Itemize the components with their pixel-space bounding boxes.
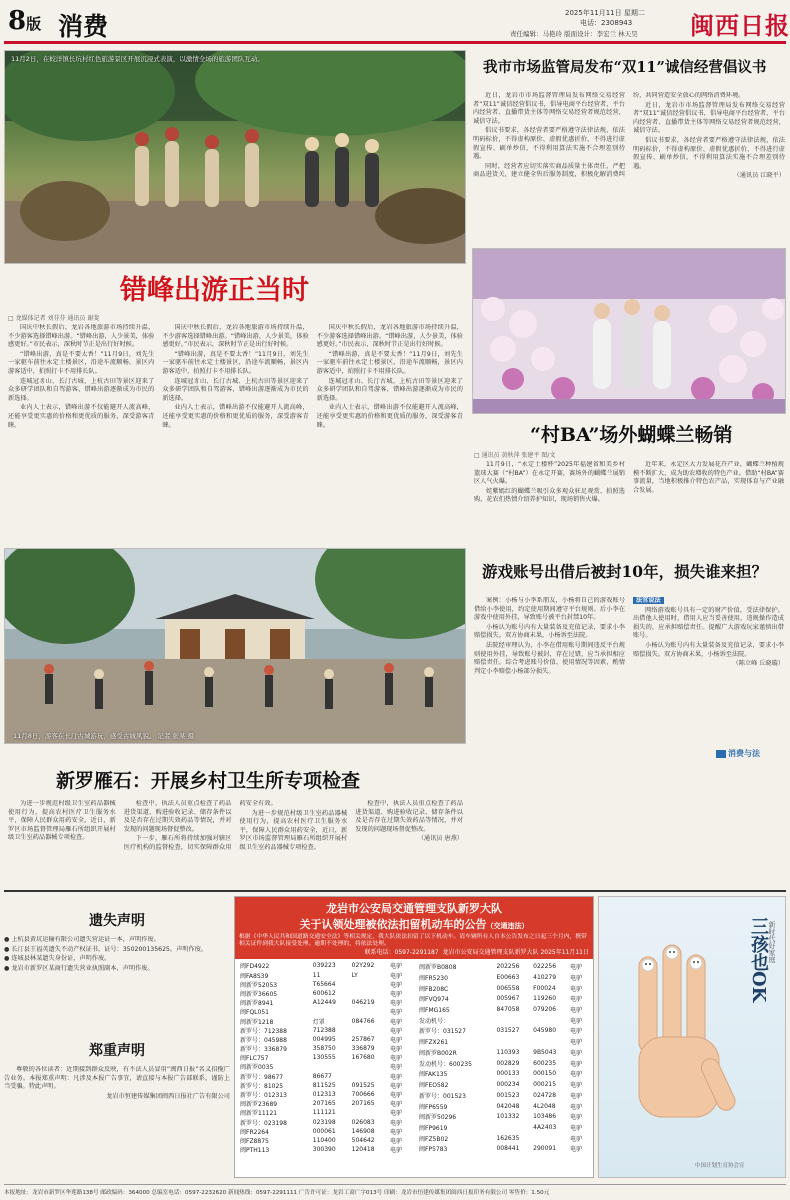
vehicle-cell: 电驴 (390, 1036, 403, 1044)
vehicle-cell: F00024 (533, 984, 556, 992)
inspection-article-title: 新罗雁石：开展乡村卫生所专项检查 (56, 770, 361, 792)
vehicle-cell: 电驴 (390, 1064, 403, 1072)
vehicle-cell (531, 1133, 568, 1144)
vehicle-cell: 130555 (312, 1054, 336, 1062)
vehicle-row (238, 1026, 411, 1035)
ad-caption: 中国计划生育协会宣 (695, 1163, 745, 1169)
vehicle-row (238, 1072, 411, 1081)
vehicle-cell: 电驴 (570, 1039, 583, 1047)
tour-photo-caption: 11月2日，在蛟洋镇长坑村红色旅游景区开展沉浸式表演，以激情全场的旅游团队互动。 (11, 55, 264, 63)
vehicle-cell: 电驴 (390, 1000, 403, 1008)
game-article-body (474, 597, 784, 749)
header-rule (4, 41, 786, 44)
vehicle-cell: 新罗号：045988 (240, 1036, 287, 1044)
vehicle-cell (350, 1026, 388, 1035)
vehicle-tables (235, 959, 593, 1156)
solemn-notice-title: 郑重声明 (89, 1043, 145, 1059)
vehicle-cell: 闽FP9619 (419, 1124, 448, 1132)
vehicle-cell: 电驴 (390, 1110, 403, 1118)
vehicle-cell: 新罗号：031527 (419, 1028, 466, 1036)
vehicle-cell: 电驴 (390, 1018, 403, 1026)
vehicle-row (238, 1007, 411, 1016)
vehicle-cell: 闽FVQ974 (419, 996, 449, 1004)
lost-notice-item: ● 上杭县黄坑运输有限公司遗失营运证一本，声明作废。 (4, 936, 160, 943)
vehicle-cell: 闽FAK135 (419, 1071, 448, 1079)
public-service-ad (598, 896, 786, 1178)
ancient-town-illustration (5, 549, 466, 744)
tour-article-title: 错峰出游正当时 (120, 275, 309, 306)
vehicle-cell: 电驴 (570, 1071, 583, 1079)
tour-paragraph: “错峰出游，真是不要太香！”11月9日，刘先生一家驱车前往永定土楼景区，沿途车流顺畅，景区内游客适中，拍照打卡不用排长队。 (316, 350, 463, 375)
vehicle-cell: 600612 (312, 989, 336, 997)
tour-article-body (8, 324, 463, 546)
vehicle-cell: 新罗号：712388 (240, 1027, 287, 1035)
masthead-logo: 闽西日报 (690, 11, 790, 40)
tour-paragraph: 业内人士表示，错峰出游不仅能避开人流高峰，还能享受更实惠的价格和更优质的服务，深受游客青睐。 (162, 404, 309, 429)
game-paragraph: 小杨认为账号内有大量装备及充值记录，要求小李赔偿损失。双方协商未果，小杨诉至法院。 (633, 641, 784, 658)
vehicle-cell: 120418 (351, 1146, 375, 1154)
vehicle-cell: 闽新罗0035 (240, 1064, 274, 1072)
vehicle-cell: 闽新罗50296 (419, 1114, 457, 1122)
tour-paragraph: 连城冠豸山、长汀古城、上杭古田等景区迎来了众多研学团队和自驾游客，错峰出游逐渐成为市民的新选择。 (316, 377, 463, 402)
law-text: 网络游戏账号具有一定的财产价值，受法律保护。出借他人使用时，借用人应当妥善使用，违规操作造成损失的，应承担赔偿责任。提醒广大游戏玩家谨慎出借账号。 (633, 606, 784, 640)
orchid-paragraph: 姹紫嫣红的蝴蝶兰吸引众多观众驻足观赏、拍照选购，花农们热情介绍养护知识，现场销售火爆。 (474, 487, 625, 504)
police-date: 2025年11月11日 (540, 948, 589, 956)
orchid-paragraph: 11月9日，“永定土楼杯”2025年福建省和美乡村篮球大赛（“村BA”）在永定开赛，赛场外的蝴蝶兰展销区人气火爆。 (474, 461, 625, 486)
vehicle-row (417, 1047, 590, 1058)
vehicle-cell: 02Y292 (351, 962, 375, 970)
lost-notice-item: ● 龙岩市新罗区某商行遗失营业执照副本，声明作废。 (4, 964, 154, 972)
vehicle-row (417, 1069, 590, 1080)
vehicle-cell: 000150 (533, 1070, 557, 1078)
lost-notice-item: ● 连城县林某遗失身份证，声明作废。 (4, 955, 111, 963)
vehicle-cell: 电驴 (570, 1007, 583, 1015)
vehicle-cell: 110400 (312, 1136, 336, 1144)
orchid-illustration (473, 249, 786, 414)
vehicle-cell: E00663 (496, 973, 520, 981)
vehicle-row (238, 989, 411, 998)
vehicle-row (417, 961, 590, 972)
vehicle-row (417, 993, 590, 1004)
vehicle-cell: 电驴 (390, 1082, 403, 1090)
header-editor: 责任编辑：马艳玲 版面设计：李宏兰 林天昊 (510, 30, 638, 38)
police-notice-intro: 根据《中华人民共和国道路交通安全法》等相关规定，我大队依法扣留了以下机动车。请车辆所有人自本公告发布之日起三个月内，携带相关证件到我大队接受处理。逾期不处理的，将依法处理。 (239, 934, 587, 948)
tour-article-byline: □ 龙媒体记者 刘芬芬 通讯员 谢斐 (8, 315, 100, 322)
vehicle-cell: 700666 (351, 1091, 375, 1099)
notice-panel (4, 896, 230, 1178)
page-number-digit: 8 (8, 6, 27, 36)
vehicle-row (417, 1122, 590, 1133)
page-footer: 本报地址：龙岩市新罗区华莲路138号 邮政编码：364000 总编室电话：0597-2232620 新闻热线：0597-2291111 广告许可证：龙岩工商广字013号 印刷：龙岩市恒建传媒集团闽西日报印务有限公司 零售价：1.50元 (4, 1184, 786, 1196)
vehicle-cell: T65664 (312, 980, 336, 988)
vehicle-cell: 146908 (351, 1127, 375, 1135)
vehicle-row (238, 1081, 411, 1090)
solemn-notice-signature: 龙岩市恒建传媒集团闽西日报社广告有限公司 (106, 1092, 230, 1100)
vehicle-cell: 103486 (533, 1113, 557, 1121)
vehicle-cell: 新罗号：023198 (240, 1119, 287, 1127)
header-phone: 电话：2308943 (580, 19, 633, 27)
vehicle-cell: 045980 (533, 1027, 557, 1035)
inspection-paragraph: 为进一步规范村级卫生室药品器械使用行为，提高农村医疗卫生服务水平，保障人民群众用药安全，近日，新罗区市场监督管理局雁石所组织开展村级卫生室药品器械专项检查。 (239, 809, 348, 851)
vehicle-cell: 110393 (496, 1048, 520, 1056)
vehicle-cell: 闽FEO582 (419, 1082, 449, 1090)
vehicle-cell: 电驴 (570, 1082, 583, 1090)
vehicle-cell: 电驴 (390, 1137, 403, 1145)
vehicle-cell (494, 1036, 531, 1047)
vehicle-cell: 闽FB208C (419, 985, 449, 993)
vehicle-cell (350, 989, 388, 998)
vehicle-row (417, 1133, 590, 1144)
vehicle-cell: 闽新罗36605 (240, 990, 278, 998)
vehicle-cell: 电驴 (570, 1124, 583, 1132)
section-name: 消费 (58, 12, 109, 41)
vehicle-cell: 闽FLC757 (240, 1055, 269, 1063)
vehicle-cell: 闽新罗23689 (240, 1101, 278, 1109)
solemn-notice-body (4, 1066, 230, 1162)
vehicle-row (417, 1004, 590, 1015)
police-notice-title1: 龙岩市公安局交通管理支队新罗大队 (326, 902, 502, 915)
vehicle-cell (350, 1108, 388, 1117)
inspection-article-body (8, 800, 463, 884)
vehicle-row (238, 998, 411, 1007)
vehicle-cell: 004995 (312, 1035, 336, 1043)
police-notice-title-suffix: （交通违法） (486, 921, 529, 930)
vehicle-cell: 新罗号：98677 (240, 1073, 284, 1081)
orchid-photo (472, 248, 786, 414)
vehicle-cell: 闽新罗11121 (240, 1110, 278, 1118)
ancient-town-photo (4, 548, 466, 744)
double11-paragraph: 近日，龙岩市市场监督管理局发布网络交易经营者“双11”诚信经营倡议书，倡导电商平台经营者、平台内经营者、直播带货主体等网络交易经营者规范经营，诚信守法。 (473, 92, 625, 125)
police-notice-title2 (239, 916, 589, 932)
double11-paragraph: 倡议书要求，各经营者要严格遵守法律法规，依法明码标价，不得虚构原价、虚假优惠折价，不得进行虚假宣传、刷单炒信，不得利用算法实施不合理差别待遇。 (633, 136, 785, 170)
vehicle-row (238, 1127, 411, 1136)
vehicle-cell: 202256 (496, 963, 520, 971)
inspection-byline: （通讯员 唐燕） (417, 835, 463, 843)
consumer-law-tag-text: 消费与法 (728, 749, 760, 758)
vehicle-cell (494, 1015, 531, 1026)
vehicle-row (238, 1016, 411, 1025)
vehicle-cell: 闽FZ5B02 (419, 1135, 449, 1143)
vehicle-cell: 电驴 (390, 1009, 403, 1017)
vehicle-row (238, 1044, 411, 1053)
header-date: 2025年11月11日 星期二 (565, 9, 645, 17)
vehicle-cell: 712388 (312, 1026, 336, 1034)
vehicle-cell: 257867 (351, 1035, 375, 1043)
vehicle-cell: 发动机号：600235 (419, 1060, 472, 1068)
bottom-rule (4, 890, 786, 892)
orchid-article-title: “村BA”场外蝴蝶兰畅销 (530, 424, 733, 446)
vehicle-cell: 电驴 (570, 996, 583, 1004)
police-notice-header (235, 897, 593, 959)
ad-tagline: 新时代好家庭 (768, 921, 776, 963)
tour-paragraph: 连城冠豸山、长汀古城、上杭古田等景区迎来了众多研学团队和自驾游客，错峰出游逐渐成为市民的新选择。 (8, 377, 155, 402)
law-label (633, 597, 784, 606)
consumer-law-tag (716, 748, 760, 759)
page-number (8, 6, 41, 36)
double11-paragraph: 同时，经营者应切实落实商品质量主体责任，严把商品进货关，建立健全售后服务制度，积极化解消费纠纷，共同营造安全放心的网络消费环境。 (473, 92, 745, 179)
police-contact: 联系电话：0597-2291187 (364, 948, 439, 956)
double11-article-body (473, 92, 785, 238)
tour-paragraph: 连城冠豸山、长汀古城、上杭古田等景区迎来了众多研学团队和自驾游客，错峰出游逐渐成为市民的新选择。 (162, 377, 309, 402)
vehicle-row (238, 1062, 411, 1071)
vehicle-cell: 电驴 (570, 985, 583, 993)
vehicle-cell: 电驴 (390, 1092, 403, 1100)
vehicle-cell: 811525 (312, 1081, 336, 1089)
vehicle-cell: 084766 (351, 1017, 375, 1025)
vehicle-cell: 电驴 (570, 1103, 583, 1111)
double11-paragraph: 倡议书要求，各经营者要严格遵守法律法规，依法明码标价，不得虚构原价、虚假优惠折价，不得进行虚假宣传、刷单炒信，不得利用算法实施不合理差别待遇。 (473, 127, 625, 161)
vehicle-cell: 电驴 (570, 974, 583, 982)
vehicle-cell: 039223 (312, 962, 336, 970)
vehicle-row (417, 1144, 590, 1155)
inspection-paragraph: 为进一步规范村级卫生室药品器械使用行为，提高农村医疗卫生服务水平，保障人民群众用药安全，近日，新罗区市场监督管理局雁石所组织开展村级卫生室药品器械专项检查。 (8, 800, 116, 842)
vehicle-cell: 008441 (496, 1145, 520, 1153)
vehicle-cell: 046219 (351, 999, 375, 1007)
vehicle-cell: 闽新罗B002R (419, 1049, 457, 1057)
vehicle-row (417, 972, 590, 983)
vehicle-cell: 闽FR5230 (419, 974, 448, 982)
vehicle-cell: 000061 (312, 1127, 336, 1135)
vehicle-cell: 012313 (312, 1091, 336, 1099)
tour-paragraph: “错峰出游，真是不要太香！”11月9日，刘先生一家驱车前往永定土楼景区，沿途车流顺畅，景区内游客适中，拍照打卡不用排长队。 (8, 350, 155, 375)
vehicle-cell (494, 1122, 531, 1133)
law-label-text: 法官说法 (633, 597, 664, 604)
vehicle-cell: 005967 (496, 995, 520, 1003)
vehicle-cell: 电驴 (570, 1114, 583, 1122)
vehicle-cell: 86677 (312, 1072, 332, 1080)
vehicle-cell (350, 980, 388, 989)
police-notice-title2-text: 关于认领处理被依法扣留机动车的公告 (299, 918, 487, 931)
vehicle-row (238, 1090, 411, 1099)
vehicle-cell: 电驴 (570, 1135, 583, 1143)
vehicle-row (417, 1058, 590, 1069)
police-notice-footer (239, 949, 589, 957)
vehicle-cell: 电驴 (570, 1049, 583, 1057)
vehicle-cell: 207165 (351, 1100, 375, 1108)
double11-article-title: 我市市场监管局发布“双11”诚信经营倡议书 (483, 59, 767, 76)
inspection-paragraph: 检查中，执法人员重点检查了药品进货渠道、购进验收记录、储存条件以及是否存在过期失效药品等情况，并对发现的问题现场督促整改。 (355, 800, 463, 833)
vehicle-cell: 042048 (496, 1102, 520, 1110)
game-paragraph: 案例：小杨与小李系朋友，小杨将自己的游戏账号借给小李使用，约定使用期间遵守平台规则。后小李在游戏中使用外挂，导致账号被平台封禁10年。 (474, 597, 625, 622)
ancient-town-caption: 11月8日，游客在长汀古城游玩，感受古城风貌。 记者 张某 摄 (13, 732, 195, 740)
tour-paragraph: 业内人士表示，错峰出游不仅能避开人流高峰，还能享受更实惠的价格和更优质的服务，深受游客青睐。 (8, 404, 155, 429)
vehicle-row (238, 1118, 411, 1127)
tour-photo-top (4, 50, 466, 264)
solemn-notice-text: 尊敬的各位读者：近期接到群众反映，有不法人员冒用“闽西日报”名义招揽广告业务。本报郑重声明：凡涉及本报广告事宜，请直接与本报广告部联系，谨防上当受骗。特此声明。 (4, 1066, 230, 1091)
vehicle-cell: 闽FA8S39 (240, 972, 269, 980)
double11-byline: （通讯员 江晓平） (733, 172, 785, 180)
inspection-paragraph: 检查中，执法人员重点检查了药品进货渠道、购进验收记录、储存条件以及是否存在过期失效药品等情况，并对发现的问题现场督促整改。 (123, 800, 232, 833)
vehicle-cell (311, 1062, 350, 1071)
vehicle-cell: 闽新罗52053 (240, 981, 278, 989)
police-signer: 龙岩市公安局交通管理支队新罗大队 (442, 948, 539, 956)
vehicle-cell: 闽FP6559 (419, 1103, 448, 1111)
vehicle-row (238, 980, 411, 989)
vehicle-cell: 167680 (351, 1054, 375, 1062)
vehicle-cell: 11 (312, 971, 321, 979)
tour-paragraph: 国庆中秋长假后，龙岩各地旅游市场持续升温，不少游客选择错峰出游。“错峰出游，人少景美，体验感更好。”市民表示，深秋时节正是出行好时候。 (8, 324, 155, 349)
vehicle-row (238, 1145, 411, 1154)
vehicle-row (417, 1090, 590, 1101)
vehicle-cell: 358750 (312, 1045, 336, 1053)
vehicle-cell: 600235 (533, 1059, 557, 1067)
vehicle-cell: 新罗号：81025 (240, 1082, 284, 1090)
vehicle-cell: 闽FD4922 (240, 963, 270, 971)
orchid-article-body (474, 461, 784, 539)
vehicle-row (417, 1036, 590, 1047)
vehicle-cell: 电驴 (570, 964, 583, 972)
vehicle-cell: 111121 (312, 1109, 336, 1117)
vehicle-cell: 电驴 (390, 1119, 403, 1127)
vehicle-cell: 024728 (533, 1091, 557, 1099)
vehicle-row (417, 1026, 590, 1037)
vehicle-cell: 091525 (351, 1081, 375, 1089)
vehicle-cell: 电驴 (390, 1073, 403, 1081)
lost-notice-item: ● 长汀县王福英遗失不动产权证书，证号：350200135625，声明作废。 (4, 945, 208, 953)
vehicle-cell: 300390 (312, 1146, 336, 1154)
vehicle-cell: 闽新罗1218 (240, 1018, 274, 1026)
vehicle-row (417, 1015, 590, 1026)
vehicle-cell: 000234 (496, 1081, 520, 1089)
vehicle-cell: 电驴 (390, 1046, 403, 1054)
vehicle-cell: 031527 (496, 1027, 520, 1035)
vehicle-cell: 发动机号： (419, 1017, 450, 1025)
tour-paragraph: “错峰出游，真是不要太香！”11月9日，刘先生一家驱车前往永定土楼景区，沿途车流顺畅，景区内游客适中，拍照打卡不用排长队。 (162, 350, 309, 375)
vehicle-row (417, 1101, 590, 1112)
vehicle-cell: 026083 (351, 1118, 375, 1126)
tour-paragraph: 国庆中秋长假后，龙岩各地旅游市场持续升温，不少游客选择错峰出游。“错峰出游，人少景美，体验感更好。”市民表示，深秋时节正是出行好时候。 (316, 324, 463, 349)
orchid-article-byline: □ 通讯员 黄秋萍 张建平 图/文 (474, 452, 556, 459)
vehicle-cell (350, 1062, 388, 1071)
vehicle-cell: 电驴 (570, 1146, 583, 1154)
vehicle-row (417, 1079, 590, 1090)
vehicle-cell: 101332 (496, 1113, 520, 1121)
vehicle-cell: 闽FQL051 (240, 1009, 269, 1017)
vehicle-cell: 410279 (533, 973, 557, 981)
vehicle-row (238, 971, 411, 980)
vehicle-cell: 电驴 (390, 990, 403, 998)
vehicle-cell (311, 1007, 350, 1016)
vehicle-row (238, 1035, 411, 1044)
vehicle-row (238, 1108, 411, 1117)
vehicle-cell: 电驴 (570, 1060, 583, 1068)
vehicle-cell: 001523 (496, 1091, 520, 1099)
vehicle-cell: 006558 (496, 984, 520, 992)
vehicle-cell: 闽FMG165 (419, 1007, 450, 1015)
vehicle-cell: 灯罩 (312, 1018, 325, 1026)
tour-paragraph: 业内人士表示，错峰出游不仅能避开人流高峰，还能享受更实惠的价格和更优质的服务，深受游客青睐。 (316, 404, 463, 429)
vehicle-cell: 电驴 (570, 1092, 583, 1100)
vehicle-cell: 电驴 (570, 1028, 583, 1036)
vehicle-cell: 电驴 (390, 963, 403, 971)
vehicle-cell: 023198 (312, 1118, 336, 1126)
inspection-paragraph: 下一步，雁石所将持续加强对辖区医疗机构的监督检查，切实保障群众用药安全有效。 (123, 800, 277, 851)
vehicle-cell: 闽新罗B0808 (419, 964, 457, 972)
vehicle-cell: 电驴 (390, 1128, 403, 1136)
vehicle-cell: 000133 (496, 1070, 520, 1078)
orchid-paragraph: 近年来，永定区大力发展花卉产业，蝴蝶兰种植规模不断扩大，成为助农增收的特色产业。借助“村BA”赛事流量，当地积极推介特色农产品，实现体育与产业融合发展。 (633, 461, 784, 494)
vehicle-row (238, 1053, 411, 1062)
vehicle-cell: 4A2403 (533, 1123, 557, 1131)
tour-photo-illustration (5, 51, 466, 264)
vehicle-cell: 闽FZ8875 (240, 1137, 269, 1145)
vehicle-row (417, 1111, 590, 1122)
vehicle-cell: 电驴 (390, 1027, 403, 1035)
page-number-suffix: 版 (26, 15, 42, 33)
vehicle-cell: 闽FR2264 (240, 1128, 269, 1136)
vehicle-cell: 336879 (351, 1045, 375, 1053)
tour-paragraph: 国庆中秋长假后，龙岩各地旅游市场持续升温，不少游客选择错峰出游。“错峰出游，人少景美，体验感更好。”市民表示，深秋时节正是出行好时候。 (162, 324, 309, 349)
vehicle-cell: 电驴 (570, 1017, 583, 1025)
vehicle-cell: 新罗号：001523 (419, 1092, 466, 1100)
vehicle-cell: 4L2048 (533, 1102, 556, 1110)
vehicle-cell: 162635 (496, 1134, 520, 1142)
vehicle-row (238, 1099, 411, 1108)
double11-paragraph: 近日，龙岩市市场监督管理局发布网络交易经营者“双11”诚信经营倡议书，倡导电商平台经营者、平台内经营者、直播带货主体等网络交易经营者规范经营，诚信守法。 (633, 101, 785, 135)
lost-notice-title: 遗失声明 (89, 913, 145, 929)
vehicle-cell: 闽PTH113 (240, 1147, 270, 1155)
vehicle-cell: 闽FZX261 (419, 1039, 449, 1047)
vehicle-cell: 电驴 (390, 972, 403, 980)
vehicle-cell: 电驴 (390, 1101, 403, 1109)
vehicle-cell (350, 1072, 388, 1081)
vehicle-table-right (417, 961, 590, 1154)
vehicle-cell: 290091 (533, 1145, 557, 1153)
vehicle-cell: 022256 (533, 963, 557, 971)
vehicle-cell: 002829 (496, 1059, 520, 1067)
vehicle-cell: 电驴 (390, 1147, 403, 1155)
vehicle-table-left (238, 961, 411, 1154)
vehicle-cell (531, 1036, 568, 1047)
ad-vertical-title: 三孩也OK (748, 917, 769, 1003)
vehicle-cell: 079206 (533, 1006, 557, 1014)
vehicle-row (238, 1136, 411, 1145)
lost-notice-list (4, 936, 230, 1032)
vehicle-cell: 电驴 (390, 981, 403, 989)
vehicle-cell: 207165 (312, 1100, 336, 1108)
vehicle-cell: 847058 (496, 1006, 520, 1014)
vehicle-row (417, 983, 590, 994)
vehicle-cell: 闽新罗8941 (240, 1000, 274, 1008)
vehicle-cell: 000215 (533, 1081, 557, 1089)
vehicle-cell: 504642 (351, 1136, 375, 1144)
book-icon (716, 750, 726, 758)
vehicle-cell: 新罗号：012313 (240, 1092, 287, 1100)
vehicle-cell: 119260 (533, 995, 557, 1003)
vehicle-cell (531, 1015, 568, 1026)
vehicle-cell: 新罗号：336879 (240, 1046, 287, 1054)
vehicle-cell: 9B5043 (533, 1048, 557, 1056)
vehicle-cell: 闽FP5783 (419, 1146, 448, 1154)
police-notice (234, 896, 594, 1178)
vehicle-cell: LY (351, 971, 358, 979)
page-header (0, 0, 790, 50)
game-paragraph: 小杨认为账号内有大量装备及充值记录，要求小李赔偿损失。双方协商未果，小杨诉至法院。 (474, 623, 625, 640)
vehicle-row (238, 961, 411, 970)
vehicle-cell: 电驴 (390, 1055, 403, 1063)
game-author: （陈立峰 丘晓璇） (732, 660, 784, 668)
game-paragraph: 法院经审理认为，小李在借用账号期间违反平台规则使用外挂，导致账号被封，存在过错，应当承担相应赔偿责任。综合考虑账号价值、使用情况等因素，酌情判定小李赔偿小杨部分损失。 (474, 641, 625, 675)
hand-illustration (609, 937, 749, 1157)
vehicle-cell (350, 1007, 388, 1016)
vehicle-cell: A12449 (312, 999, 336, 1007)
game-article-title: 游戏账号出借后被封10年，损失谁来担？ (482, 562, 768, 581)
